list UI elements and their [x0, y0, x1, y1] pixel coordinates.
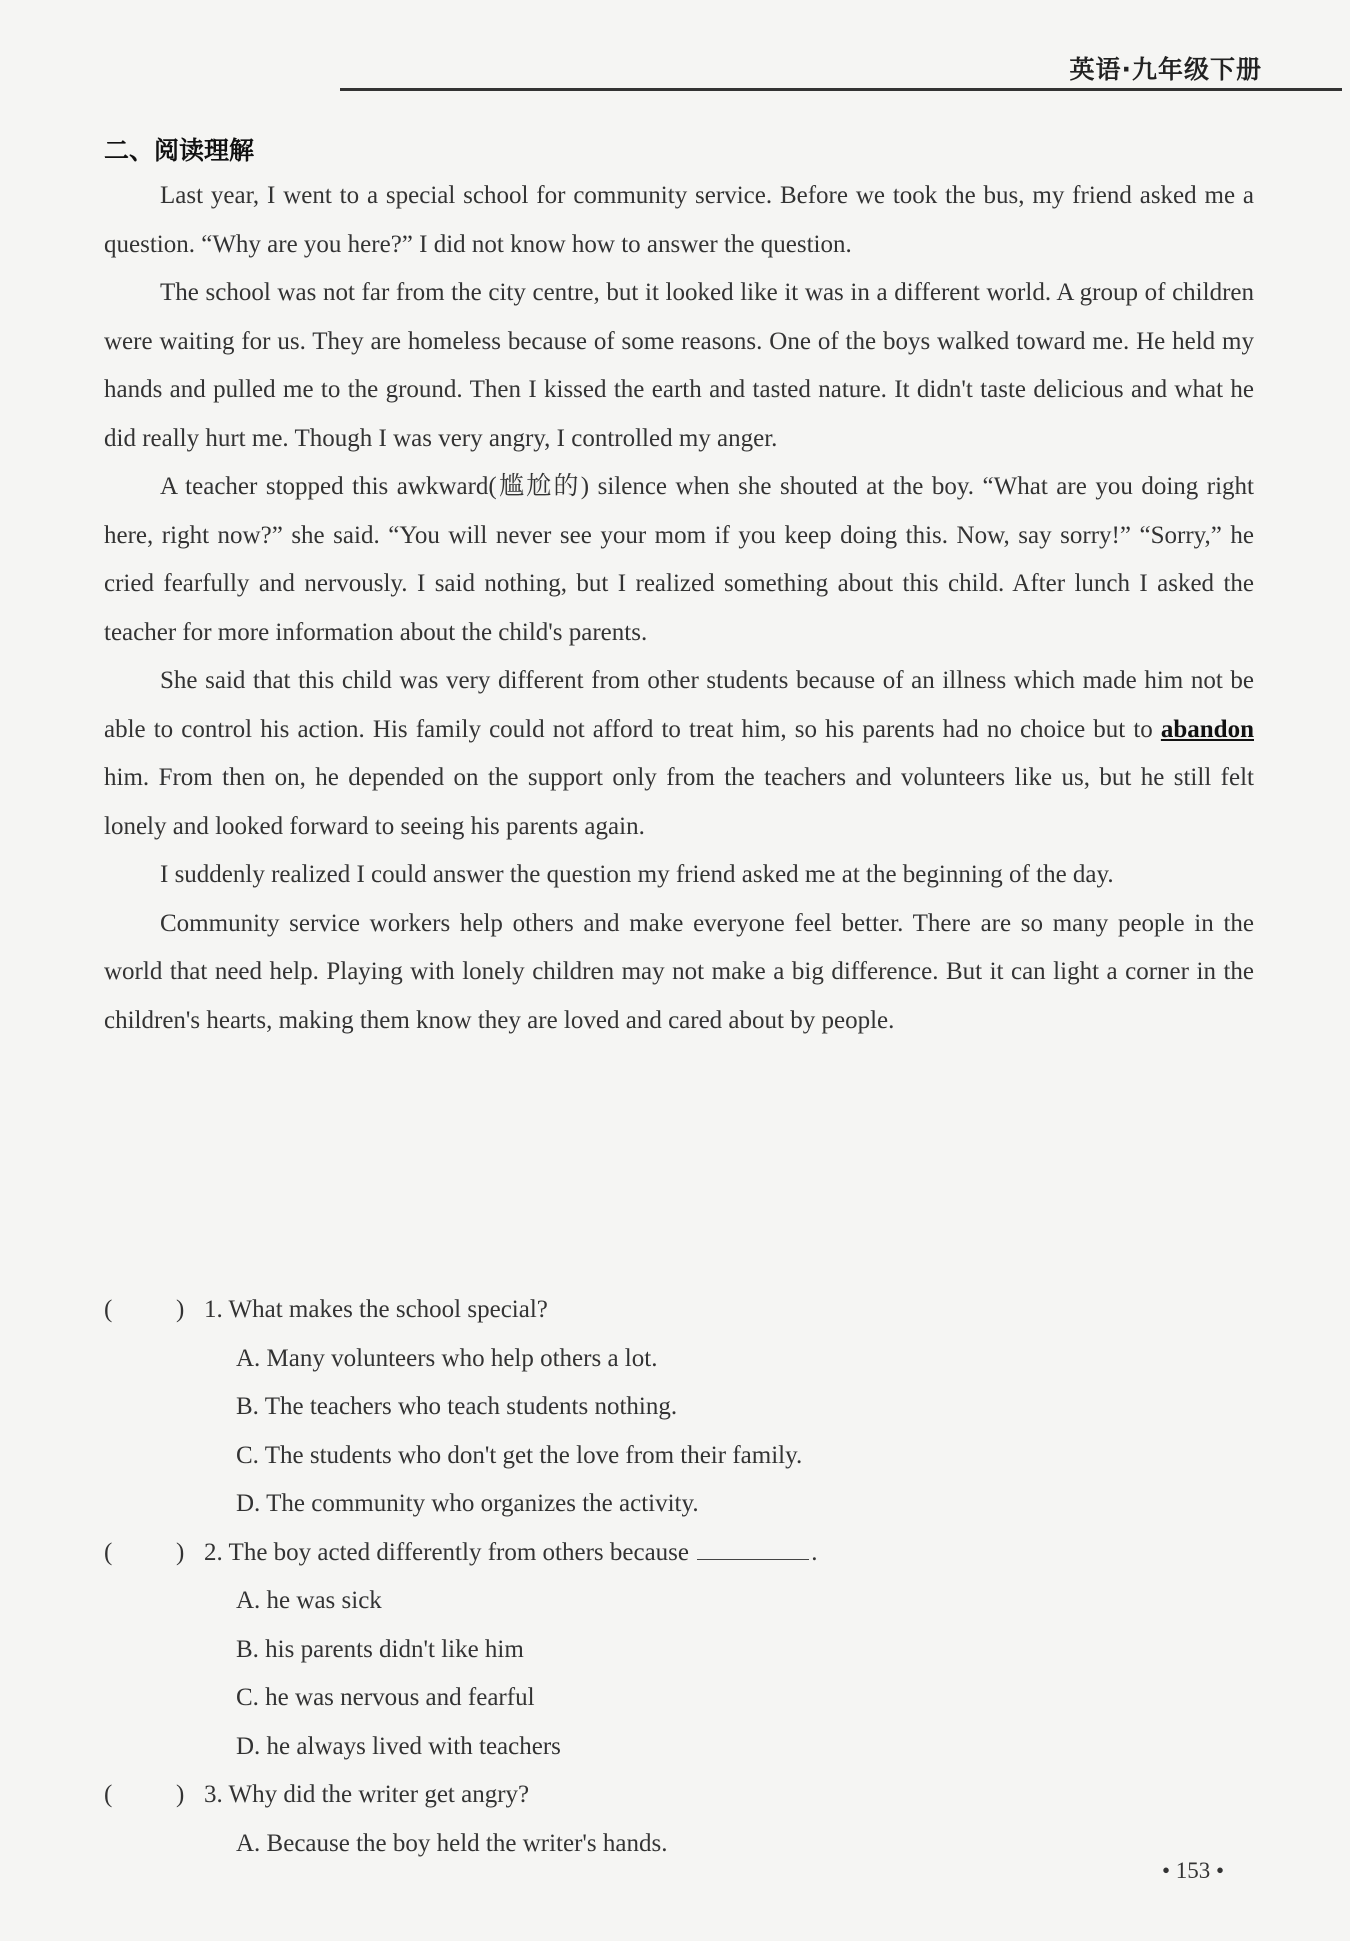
- question-2-option-a: A. he was sick: [236, 1587, 382, 1614]
- question-2: [104, 1529, 1254, 1578]
- reading-passage: [104, 172, 1254, 1045]
- answer-paren-open: (: [104, 1296, 113, 1323]
- answer-paren-open: (: [104, 1781, 113, 1808]
- answer-paren-close: ): [176, 1538, 185, 1566]
- keyword-abandon: abandon: [1160, 715, 1254, 743]
- question-2-stem: 2. The boy acted differently from others because: [204, 1538, 690, 1566]
- question-2-option-b: B. his parents didn't like him: [236, 1635, 524, 1663]
- header-title: 英语·九年级下册: [1069, 55, 1262, 84]
- page-number: • 153 •: [1162, 1858, 1225, 1883]
- question-2-stem-wrap: [204, 1529, 818, 1578]
- passage-paragraph-6: Community service workers help others and make everyone feel better. There are so many people in the world that need help. Playing with lonely children may not make a big difference. But it can light a corner in the children's hearts, making them know they are loved and cared about by people.: [104, 909, 1254, 1034]
- question-1-option-c: C. The students who don't get the love from their family.: [236, 1441, 803, 1469]
- question-3-option-a: A. Because the boy held the writer's hands.: [236, 1829, 668, 1857]
- question-3-stem: 3. Why did the writer get angry?: [204, 1781, 530, 1808]
- question-1-option-b: B. The teachers who teach students nothing.: [236, 1393, 678, 1420]
- answer-blank: [697, 1529, 809, 1560]
- passage-paragraph-3: A teacher stopped this awkward(尴尬的) silence when she shouted at the boy. “What are you doing right here, right now?” she said. “You will never see your mom if you keep doing this. Now, say sorry!” “Sorry,” he cried fearfully and nervously. I said nothing, but I realized something about this child. After lunch I asked the teacher for more information about the child's parents.: [104, 473, 1254, 646]
- section-title: 二、阅读理解: [104, 136, 255, 165]
- question-1-option-d: D. The community who organizes the activity.: [236, 1490, 699, 1517]
- question-2-end: .: [811, 1538, 818, 1566]
- passage-paragraph-2: The school was not far from the city centre, but it looked like it was in a different world. A group of children were waiting for us. They are homeless because of some reasons. One of the boys walked toward me. He held my hands and pulled me to the ground. Then I kissed the earth and tasted nature. It didn't taste delicious and what he did really hurt me. Though I was very angry, I controlled my anger.: [104, 279, 1254, 452]
- answer-paren-close: ): [176, 1781, 185, 1808]
- question-1: [104, 1286, 1254, 1335]
- answer-paren-close: ): [176, 1296, 185, 1323]
- header-rule: [340, 88, 1342, 91]
- passage-paragraph-5: I suddenly realized I could answer the question my friend asked me at the beginning of the day.: [160, 861, 1114, 888]
- paragraph-4-text-a: She said that this child was very different from other students because of an illness which made him not be able to control his action. His family could not afford to treat him, so his parents had no choice but to: [104, 667, 1254, 743]
- question-2-option-d: D. he always lived with teachers: [236, 1732, 561, 1760]
- paragraph-4-text-b: him. From then on, he depended on the support only from the teachers and volunteers like us, but he still felt lonely and looked forward to seeing his parents again.: [104, 764, 1254, 840]
- answer-paren-open: (: [104, 1538, 113, 1566]
- question-1-option-a: A. Many volunteers who help others a lot.: [236, 1344, 658, 1372]
- question-1-stem: 1. What makes the school special?: [204, 1296, 548, 1323]
- passage-paragraph-4: [104, 657, 1254, 851]
- question-3: [104, 1771, 1254, 1820]
- question-2-option-c: C. he was nervous and fearful: [236, 1684, 535, 1711]
- question-list: [104, 1286, 1254, 1868]
- passage-paragraph-1: Last year, I went to a special school for community service. Before we took the bus, my friend asked me a question. “Why are you here?” I did not know how to answer the question.: [104, 182, 1254, 258]
